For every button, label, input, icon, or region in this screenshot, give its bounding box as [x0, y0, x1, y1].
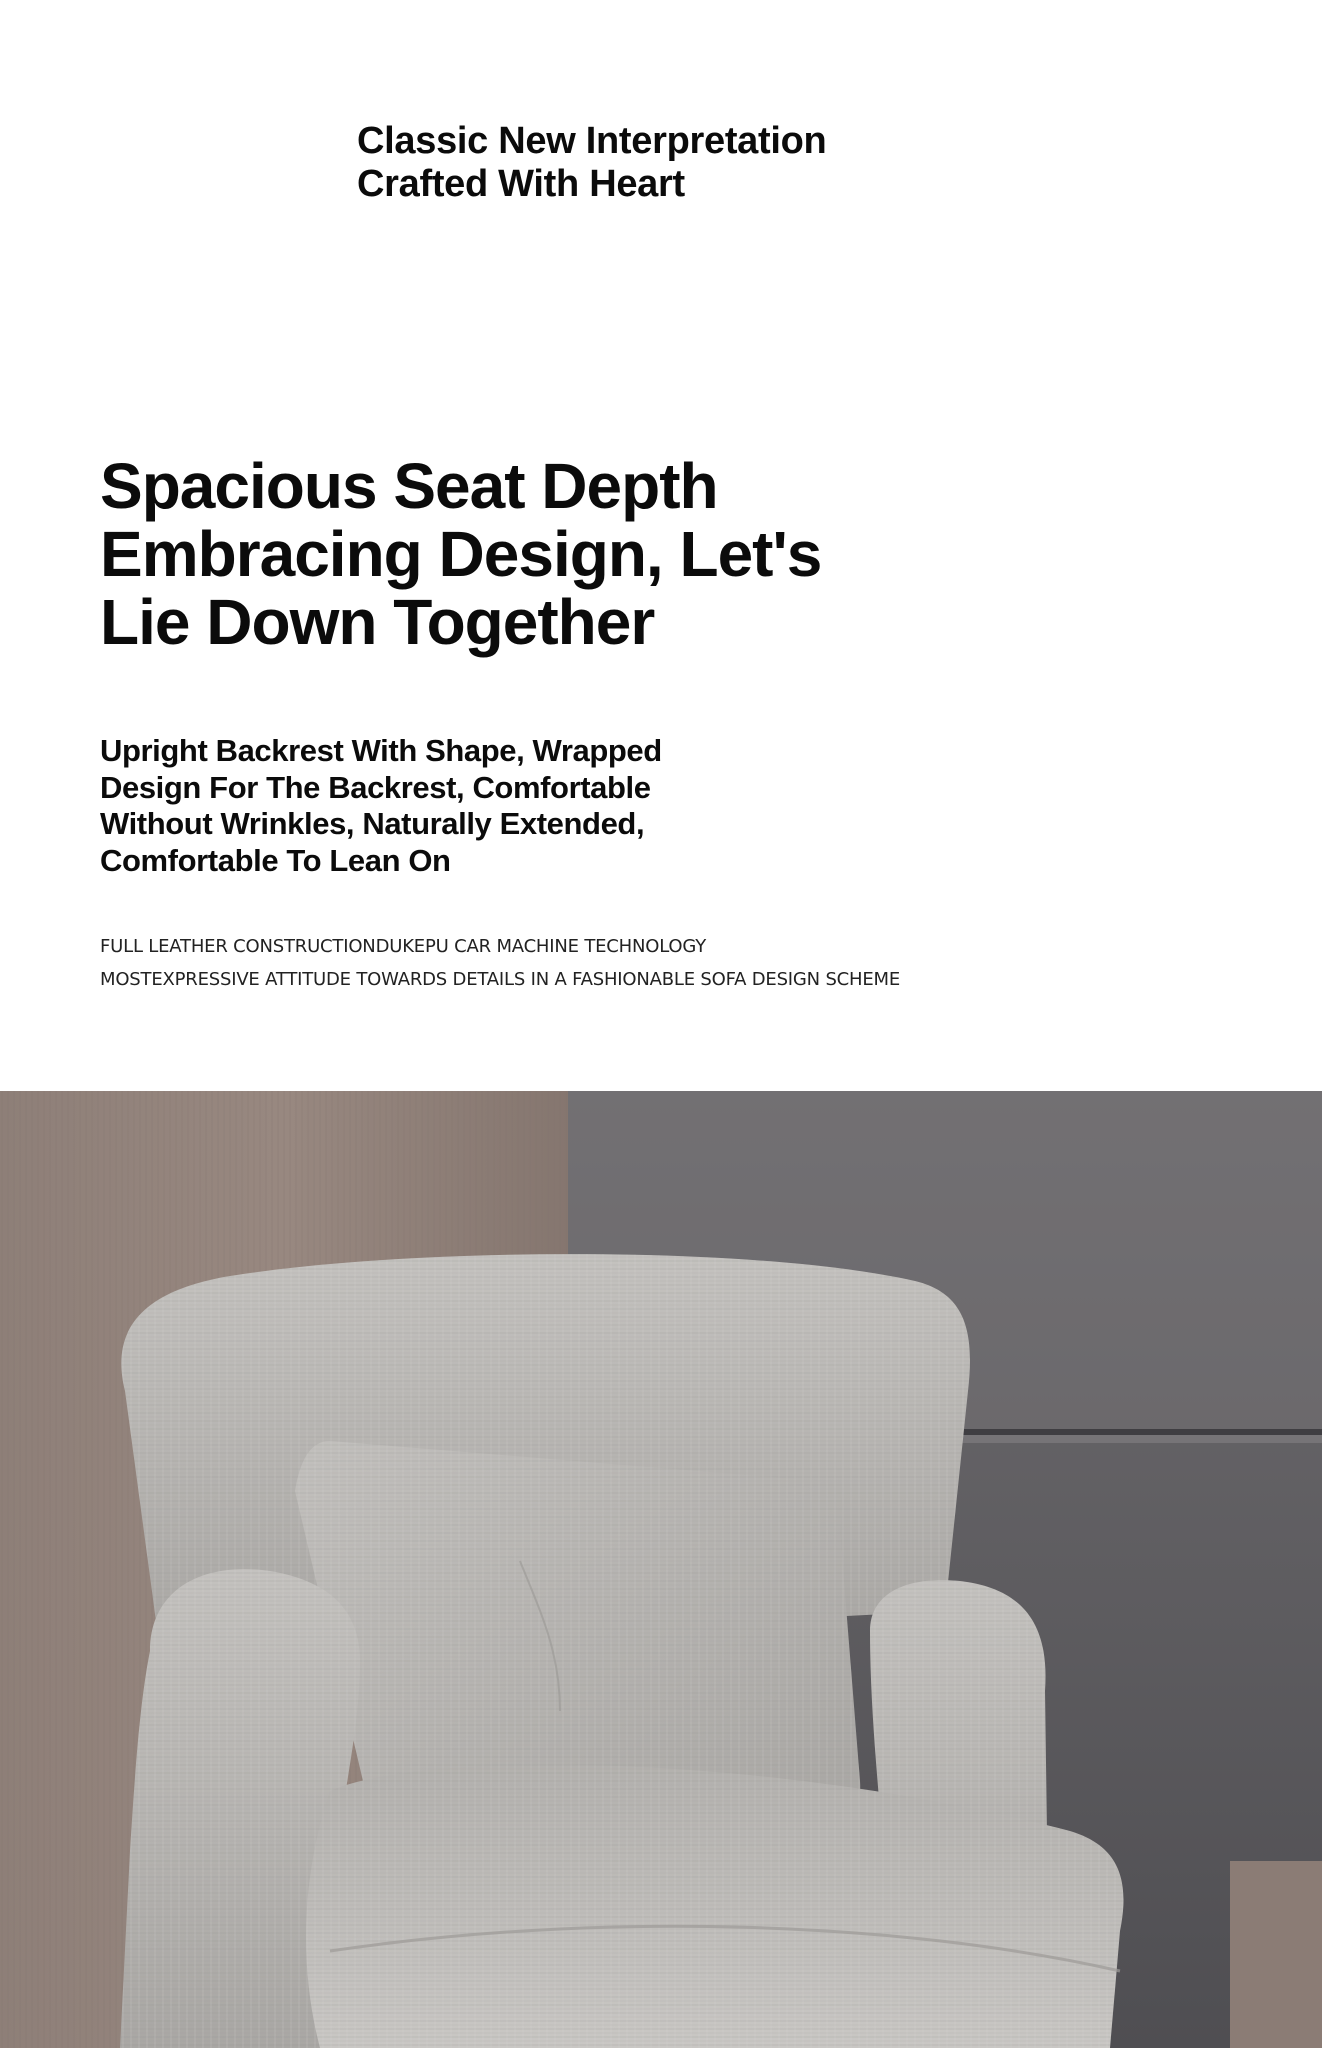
headline-line-3: Lie Down Together [100, 586, 655, 658]
subhead-line-2: Design For The Backrest, Comfortable [100, 769, 651, 805]
tagline-line-2: Crafted With Heart [357, 163, 685, 205]
headline [100, 452, 1000, 656]
headline-line-2: Embracing Design, Let's [100, 518, 822, 590]
subhead-line-4: Comfortable To Lean On [100, 842, 451, 878]
fine-print-line-2: MOSTEXPRESSIVE ATTITUDE TOWARDS DETAILS IN A FASHIONABLE SOFA DESIGN SCHEME [100, 969, 901, 990]
subhead-line-1: Upright Backrest With Shape, Wrapped [100, 733, 662, 768]
subheading [100, 733, 880, 879]
subhead-line-3: Without Wrinkles, Naturally Extended, [100, 806, 645, 841]
tagline [357, 120, 977, 206]
armchair-photo [0, 1091, 1322, 2048]
fine-print [100, 930, 1100, 996]
tagline-line-1: Classic New Interpretation [357, 120, 827, 162]
headline-line-1: Spacious Seat Depth [100, 450, 718, 522]
fine-print-line-1: FULL LEATHER CONSTRUCTIONDUKEPU CAR MACHINE TECHNOLOGY [100, 936, 707, 957]
